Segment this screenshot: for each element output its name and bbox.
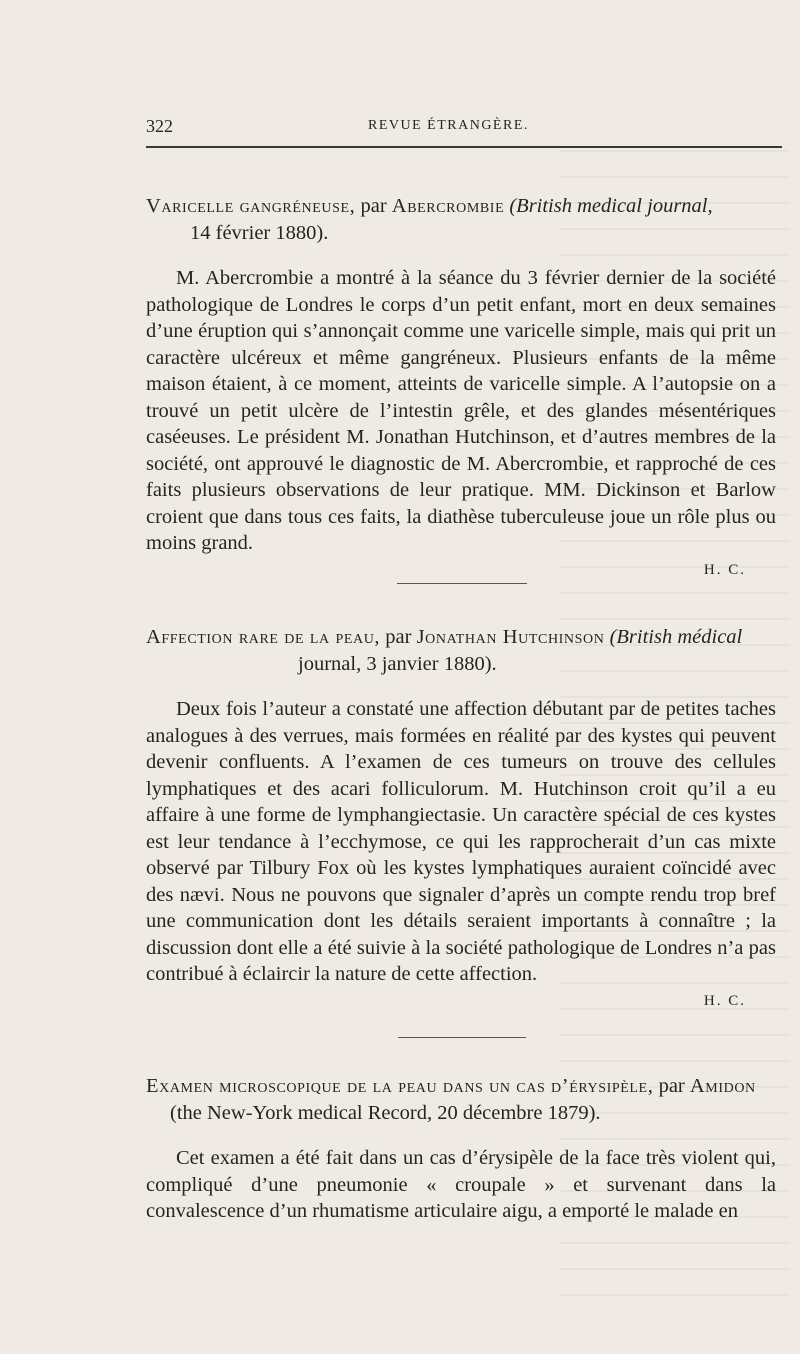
title-par: par <box>355 195 392 217</box>
article-varicelle <box>146 193 776 583</box>
article-body: M. Abercrombie a montré à la séance du 3 février dernier de la société pathologique de Londres le corps d’un petit enfant, mort en deux semaines d’une éruption qui s’annonçait comme une varicelle simple, mais qui prit un caractère ulcéreux et même gangréneux. Plusieurs enfants de la même maison étaient, à ce moment, atteints de varicelle simple. A l’autopsie on a trouvé un petit ulcère de l’intestin grêle, et des glandes mésentériques caséeuses. Le président M. Jonathan Hutchinson, et d’autres membres de la société, ont approuvé le diagnostic de M. Abercrombie, et rapproché de ces faits plusieurs observations de leur pratique. MM. Dickinson et Barlow croient que dans tous ces faits, la diathèse tuberculeuse joue un rôle plus ou moins grand. <box>146 267 776 554</box>
title-source: (British medical journal, <box>504 195 713 217</box>
title-author: Abercrombie <box>391 195 505 217</box>
running-title: REVUE ÉTRANGÈRE. <box>368 118 529 133</box>
article-title <box>146 624 776 678</box>
title-subject: Affection rare de la peau, <box>146 626 381 648</box>
article-erysipele <box>146 1073 776 1225</box>
title-source: (British médical <box>604 626 743 648</box>
title-subject: Examen microscopique de la peau dans un cas d’érysipèle, <box>146 1075 654 1097</box>
title-date: journal, 3 janvier 1880). <box>298 653 497 675</box>
article-body: Cet examen a été fait dans un cas d’érysipèle de la face très violent qui, compliqué d’une pneumonie « croupale » et survenant dans la convalescence d’un rhumatisme articulaire aigu, a emporté le malade en <box>146 1147 776 1222</box>
title-source: (the New-York medical Record, 20 décembre 1879). <box>170 1102 601 1124</box>
title-date: 14 février 1880). <box>190 222 329 244</box>
title-par: par <box>380 626 417 648</box>
title-author: Amidon <box>689 1075 756 1097</box>
article-affection-rare <box>146 624 776 1014</box>
title-subject: Varicelle gangréneuse, <box>146 195 356 217</box>
article-title <box>146 1073 776 1127</box>
article-title <box>146 193 776 247</box>
signature: H. C. <box>703 561 746 578</box>
signature: H. C. <box>703 992 746 1009</box>
section-separator <box>398 1037 526 1038</box>
header-rule <box>146 146 782 148</box>
page-header <box>146 116 768 136</box>
title-author: Jonathan Hutchinson <box>416 626 605 648</box>
title-par: par <box>653 1075 690 1097</box>
article-body: Deux fois l’auteur a constaté une affection débutant par de petites taches analogues à des verrues, mais formées en réalité par des kystes qui peuvent devenir confluents. A l’examen de ces tumeurs on trouve des cellules lymphatiques et des acari folliculorum. M. Hutchinson croit qu’il a eu affaire à une forme de lymphangiectasie. Un caractère spécial de ces kystes est leur tendance à l’ecchymose, ce qui les rapprocherait d’un cas mixte observé par Tilbury Fox où les kystes lymphatiques auraient coïncidé avec des nævi. Nous ne pouvons que signaler d’après un compte rendu trop bref une communication dont les détails seraient importants à connaître ; la discussion dont elle a été suivie à la société pathologique de Londres n’a pas contribué à éclaircir la nature de cette affection. <box>146 698 776 985</box>
page-number: 322 <box>146 116 173 136</box>
section-separator <box>397 583 527 584</box>
